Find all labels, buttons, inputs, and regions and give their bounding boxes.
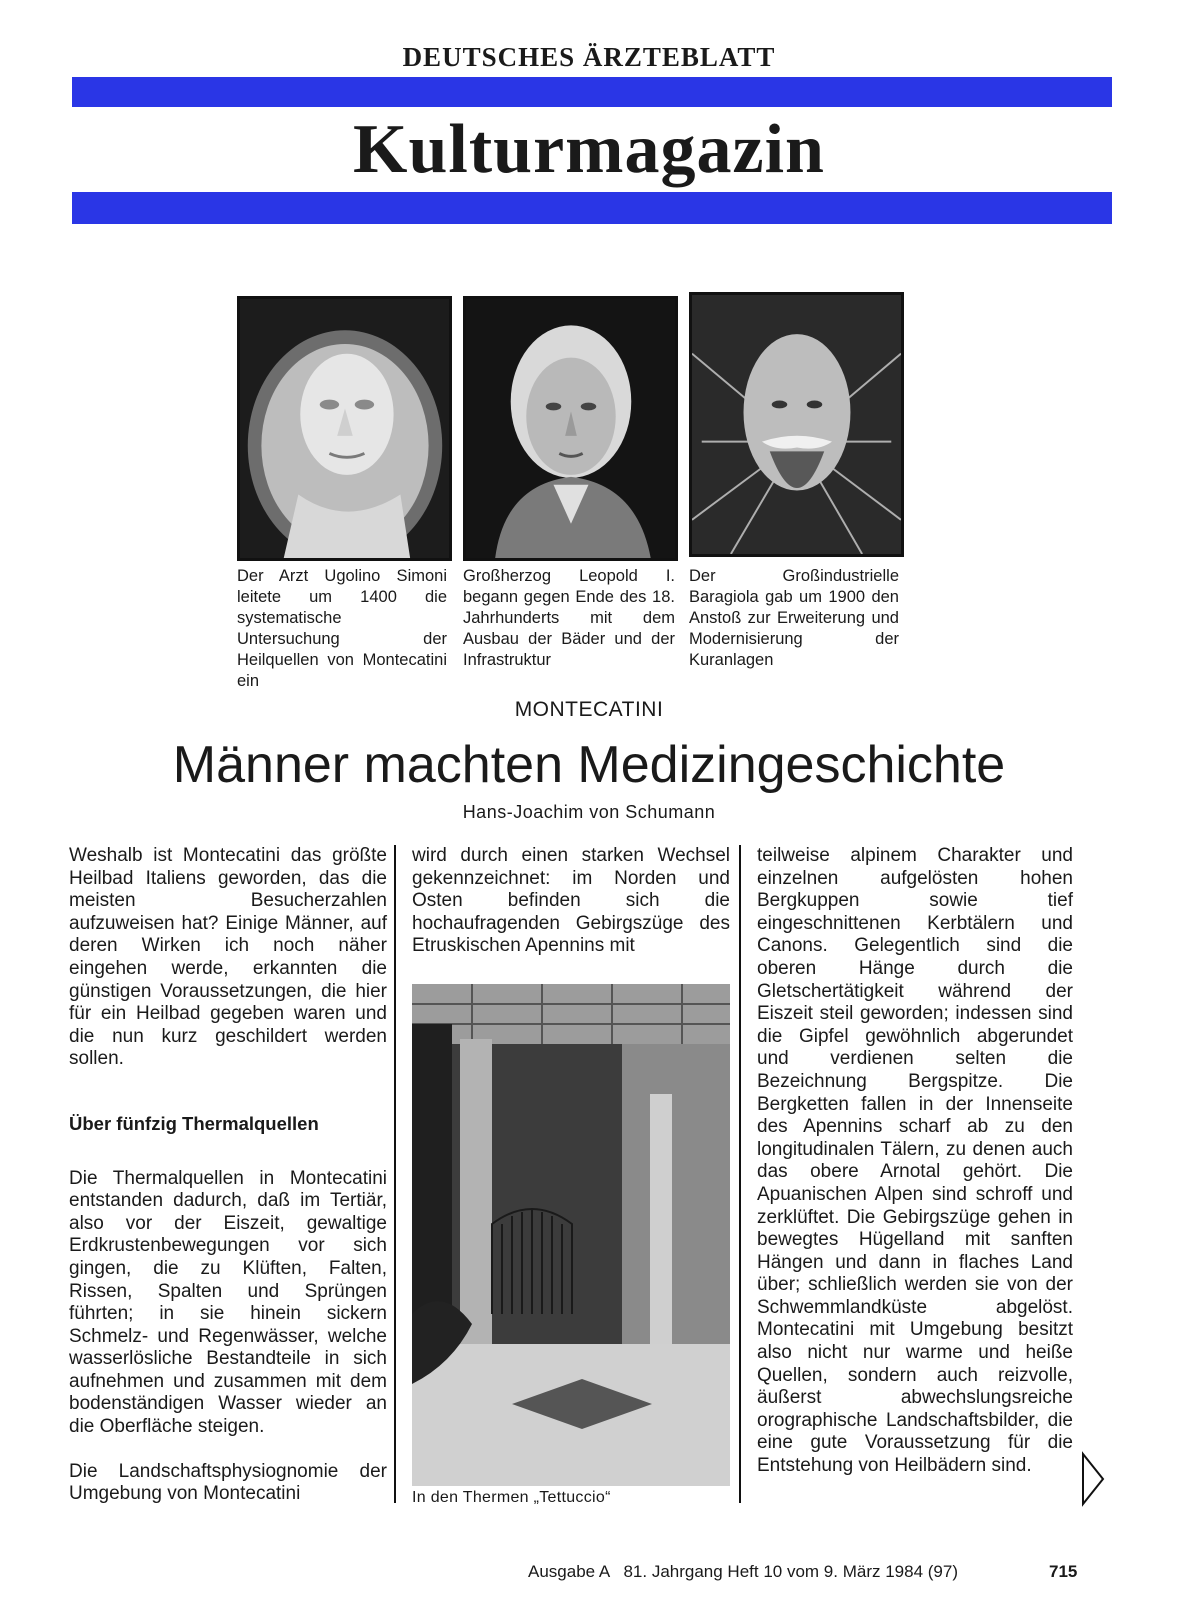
photo-caption-tettuccio: In den Thermen „Tettuccio“ bbox=[412, 1489, 611, 1506]
subhead-thermalquellen: Über fünfzig Thermalquellen bbox=[69, 1112, 319, 1134]
portrait-simoni-photo bbox=[237, 296, 452, 561]
section-title: Kulturmagazin bbox=[353, 111, 825, 188]
paragraph-landscape-start: Die Landschaftsphysiognomie der Umgebung von Montecatini bbox=[69, 1460, 387, 1505]
masthead: DEUTSCHES ÄRZTEBLATT bbox=[402, 42, 776, 72]
column-1 bbox=[69, 845, 387, 1506]
portrait-baragiola-photo bbox=[689, 292, 904, 557]
caption-baragiola: Der Großindustrielle Baragiola gab um 1900 den Anstoß zur Erweiterung und Modernisierung der Kuranlagen bbox=[689, 567, 899, 669]
column-rule-2 bbox=[739, 845, 741, 1503]
column-2-text: wird durch einen starken Wechsel gekennzeichnet: im Norden und Osten befinden sich die hochaufragenden Gebirgszüge des Etruskischen Apennins mit bbox=[412, 845, 730, 957]
continue-arrow-icon bbox=[1080, 1451, 1106, 1507]
byline: Hans-Joachim von Schumann bbox=[462, 802, 716, 822]
thermen-tettuccio-photo bbox=[412, 984, 730, 1486]
caption-leopold: Großherzog Leopold I. begann gegen Ende des 18. Jahrhunderts mit dem Ausbau der Bäder und der Infrastruktur bbox=[463, 567, 675, 669]
blue-band-bottom bbox=[72, 192, 1112, 224]
kicker: MONTECATINI bbox=[514, 698, 664, 721]
blue-band-top bbox=[72, 77, 1112, 107]
footer-issue-info: Ausgabe A 81. Jahrgang Heft 10 vom 9. März 1984 (97) bbox=[528, 1562, 958, 1581]
paragraph-intro: Weshalb ist Montecatini das größte Heilbad Italiens geworden, das die meisten Besucherzahlen aufzuweisen hat? Einige Männer, auf deren Wirken ich noch näher eingehen werde, erkannten die günstigen Voraussetzungen, die hier für ein Heilbad gegeben waren und die nun kurz geschildert werden sollen. bbox=[69, 845, 387, 1070]
portrait-leopold-photo bbox=[463, 296, 678, 561]
caption-simoni: Der Arzt Ugolino Simoni leitete um 1400 die systematische Untersuchung der Heilquellen von Montecatini ein bbox=[237, 567, 447, 690]
column-3-text: teilweise alpinem Charakter und einzelnen aufgelösten hohen Bergkuppen sowie tief eingeschnittenen Kerbtälern und Canons. Gelegentlich sind die oberen Hänge durch die Gletschertätigkeit während der Eiszeit steil geworden; indessen sind die Gipfel gewöhnlich abgerundet und verdienen selten die Bezeichnung Bergspitze. Die Bergketten fallen in der Innenseite des Apennins scharf ab zu den longitudinalen Tälern, zu denen auch das obere Arnotal gehört. Die Apuanischen Alpen sind schroff und zerklüftet. Die Gebirgszüge gehen in bewegtes Hügelland mit sanften Hängen und dann in flaches Land über; schließlich werden sie von der Schwemmlandküste abgelöst. Montecatini mit Umgebung besitzt also nicht nur warme und heiße Quellen, sondern auch reizvolle, äußerst abwechslungsreiche orographische Landschaftsbilder, die eine gute Voraussetzung für die Entstehung von Heilbädern sind. bbox=[757, 845, 1073, 1477]
headline: Männer machten Medizingeschichte bbox=[172, 736, 1006, 794]
paragraph-thermalquellen: Die Thermalquellen in Montecatini entstanden dadurch, daß im Tertiär, also vor der Eiszeit, gewaltige Erdkrustenbewegungen vor sich gingen, die zu Klüften, Falten, Rissen, Spalten und Sprüngen führten; in sie hinein sickern Schmelz- und Regenwässer, welche wasserlösliche Bestandteile in sich aufnehmen und zusammen mit dem bodenständigen Wasser wieder an die Oberfläche steigen. bbox=[69, 1167, 387, 1438]
column-rule-1 bbox=[394, 845, 396, 1503]
page-number: 715 bbox=[1049, 1562, 1078, 1581]
